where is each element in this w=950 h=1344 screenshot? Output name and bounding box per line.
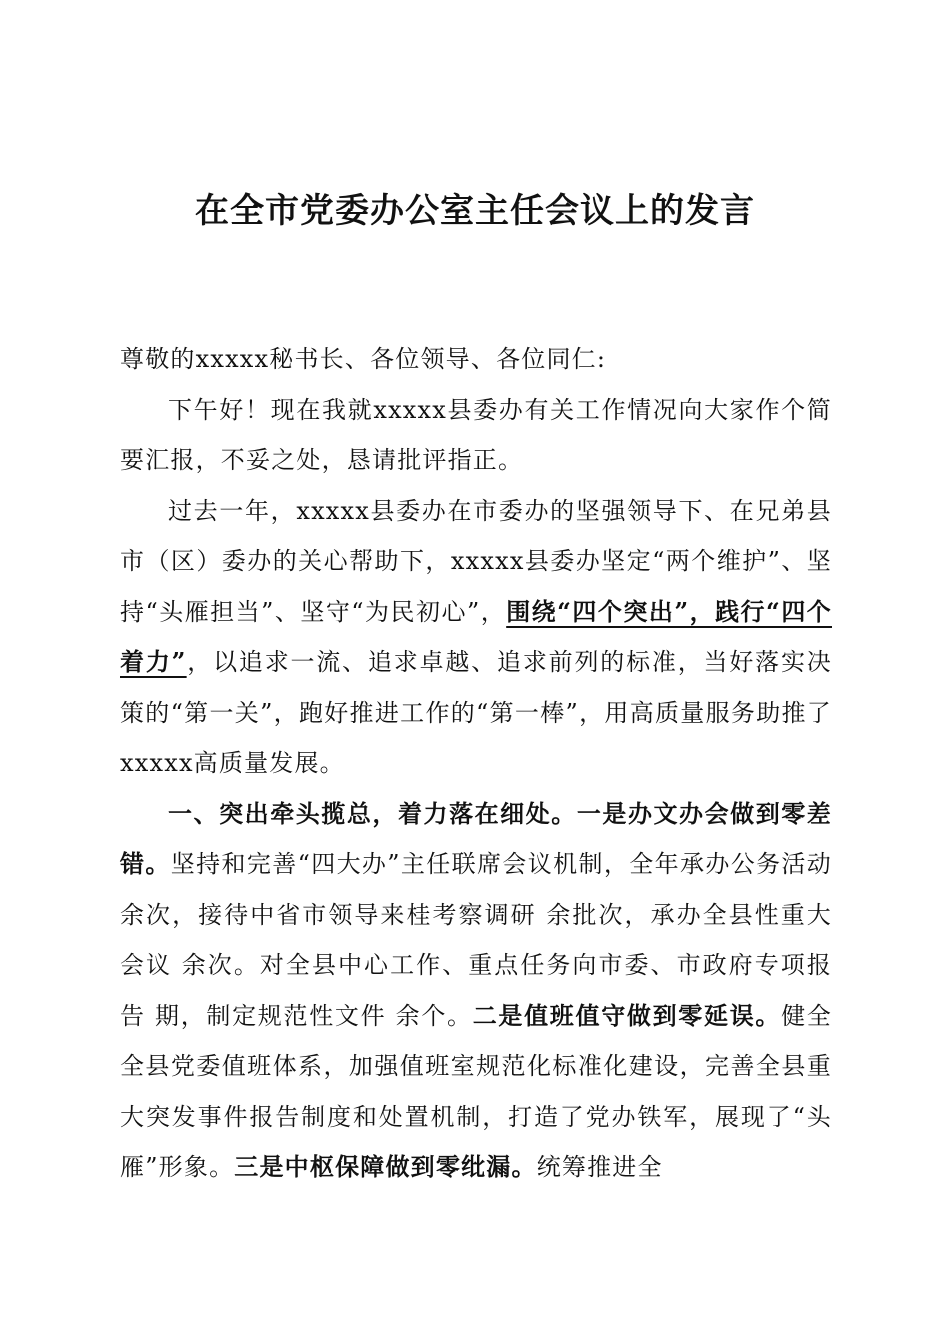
summary-emphasis: 围绕“四个突出”，践行“四个着力”	[120, 596, 832, 676]
document-title: 在全市党委办公室主任会议上的发言	[195, 191, 755, 231]
salutation: 尊敬的xxxxx秘书长、各位领导、各位同仁:	[120, 345, 607, 373]
summary-text-before: 过去一年，xxxxx县委办在市委办的坚强领导下、在兄弟县市（区）委办的关心帮助下，xxxxx县委办坚定“两个维护”、坚持“头雁担当”、坚守“为民初心”，	[120, 496, 832, 626]
item-two-text: 健全全县党委值班体系，加强值班室规范化标准化建设，完善全县重大突发事件报告制度和处置机制，打造了党办铁军，展现了“头雁”形象。	[120, 1001, 832, 1181]
summary-text-after: ，以追求一流、追求卓越、追求前列的标准，当好落实决策的“第一关”，跑好推进工作的“第一棒”，用高质量服务助推了xxxxx高质量发展。	[120, 648, 833, 777]
item-one-heading: 一是办文办会做到零差错。	[120, 798, 833, 878]
item-three-text: 统筹推进全	[536, 1153, 663, 1181]
document-body	[120, 334, 832, 1193]
section-one-paragraph	[120, 789, 832, 1193]
item-three-heading: 三是中枢保障做到零纰漏。	[234, 1152, 537, 1181]
greeting-paragraph: 下午好！现在我就xxxxx县委办有关工作情况向大家作个简要汇报，不妥之处，恳请批评指正。	[120, 395, 832, 474]
item-one-text: 坚持和完善“四大办”主任联席会议机制，全年承办公务活动 余次，接待中省市领导来桂考察调研 余批次，承办全县性重大会议 余次。对全县中心工作、重点任务向市委、市政府专项报告 期，制定规范性文件 余个。	[120, 850, 832, 1030]
summary-paragraph	[120, 486, 832, 789]
item-two-heading: 二是值班值守做到零延误。	[472, 1000, 782, 1030]
section-one-heading: 一、突出牵头揽总，着力落在细处。	[168, 798, 577, 828]
